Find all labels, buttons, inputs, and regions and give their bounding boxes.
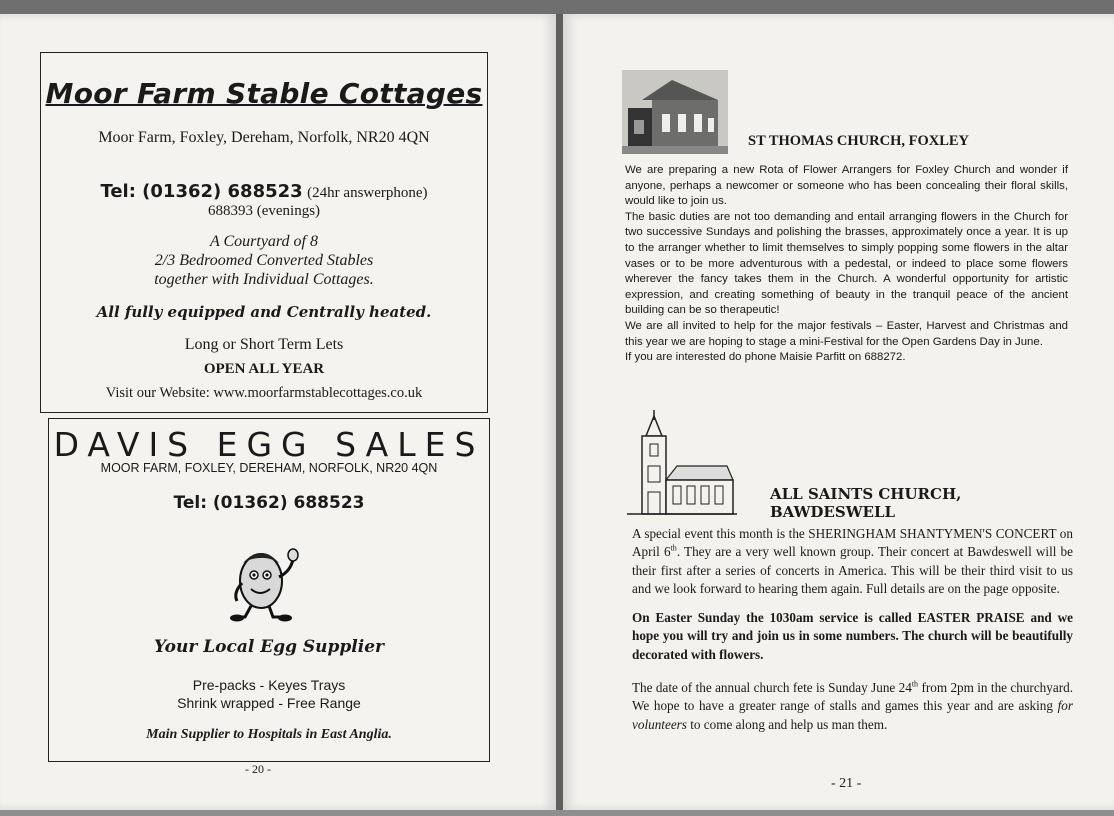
egg-mascot-icon bbox=[229, 537, 305, 623]
all-saints-para-3-a: The date of the annual church fete is Sunday June 24 bbox=[632, 680, 912, 696]
all-saints-para-3 bbox=[632, 679, 1073, 734]
book-spine bbox=[556, 14, 563, 810]
davis-address: MOOR FARM, FOXLEY, DEREHAM, NORFOLK, NR20 4QN bbox=[100, 461, 438, 475]
st-thomas-body bbox=[625, 163, 1068, 366]
davis-line-2: Shrink wrapped - Free Range bbox=[177, 695, 361, 711]
moor-farm-desc-1: A Courtyard of 8 bbox=[209, 233, 318, 250]
moor-farm-desc-3: together with Individual Cottages. bbox=[154, 271, 374, 288]
moor-farm-desc-2: 2/3 Bedroomed Converted Stables bbox=[154, 252, 374, 269]
st-thomas-para-4: If you are interested do phone Maisie Parfitt on 688272. bbox=[625, 351, 906, 364]
davis-egg-advert bbox=[48, 418, 490, 762]
all-saints-heading bbox=[770, 485, 961, 521]
moor-farm-telephone bbox=[41, 181, 487, 202]
all-saints-para-3-c: to come along and help us man them. bbox=[686, 716, 888, 732]
moor-farm-title: Moor Farm Stable Cottages bbox=[45, 77, 483, 110]
all-saints-para-3-b: from 2pm in the churchyard. We hope to have a greater range of stalls and games this year and are asking bbox=[632, 680, 1073, 714]
moor-farm-tel-number: Tel: (01362) 688523 bbox=[100, 181, 303, 202]
st-thomas-para-2: The basic duties are not too demanding and entail arranging flowers in the Church for two successive Sundays and polishing the brasses, approximately once a year. It is up to the arranger whether to limit themselves to simply popping some flowers in the altar vases or to be more adventurous with a pedestal, or indeed to place some flowers wherever the fancy takes them in the Church. A wonderful opportunity for artistic expression, and creating something of beauty in the tranquil peace of the ancient building can be so therapeutic! bbox=[625, 210, 1068, 317]
all-saints-church-icon bbox=[627, 410, 737, 518]
moor-farm-open: OPEN ALL YEAR bbox=[203, 361, 325, 377]
page-number-right: - 21 - bbox=[831, 776, 862, 791]
davis-telephone: Tel: (01362) 688523 bbox=[173, 493, 365, 513]
moor-farm-address: Moor Farm, Foxley, Dereham, Norfolk, NR20 4QN bbox=[98, 129, 430, 146]
moor-farm-lets: Long or Short Term Lets bbox=[184, 336, 344, 353]
all-saints-para-1-b: . They are a very well known group. Their concert at Bawdeswell will be their first after a series of concerts in America. This will be their third visit to us and we look forward to hearing them again. Full details are on the page opposite. bbox=[632, 544, 1073, 596]
all-saints-heading-line-2: BAWDESWELL bbox=[770, 503, 896, 521]
all-saints-para-3-sup: th bbox=[911, 679, 919, 689]
davis-title: DAVIS EGG SALES bbox=[53, 425, 485, 464]
moor-farm-website: Visit our Website: www.moorfarmstablecottages.co.uk bbox=[105, 385, 423, 401]
st-thomas-para-1: We are preparing a new Rota of Flower Arrangers for Foxley Church and wonder if anyone, perhaps a newcomer or someone who has been concealing their floral skills, would like to join us. bbox=[625, 164, 1068, 208]
st-thomas-para-3: We are all invited to help for the major festivals – Easter, Harvest and Christmas and this year we are hoping to stage a mini-Festival for the Open Gardens Day in June. bbox=[625, 319, 1068, 348]
all-saints-para-1-a: A special event this month is the SHERINGHAM SHANTYMEN'S CONCERT on April 6 bbox=[632, 526, 1073, 560]
all-saints-body bbox=[632, 525, 1073, 734]
all-saints-para-1-sup: th bbox=[670, 543, 677, 553]
moor-farm-tel-note: (24hr answerphone) bbox=[307, 185, 428, 201]
all-saints-para-2: On Easter Sunday the 1030am service is called EASTER PRAISE and we hope you will try and join us in some numbers. The church will be beautifully decorated with flowers. bbox=[632, 610, 1073, 662]
all-saints-para-1 bbox=[632, 525, 1073, 598]
all-saints-heading-line-1: ALL SAINTS CHURCH, bbox=[770, 485, 962, 503]
all-saints-para-3-italic: for volunteers bbox=[632, 698, 1073, 732]
st-thomas-heading: ST THOMAS CHURCH, FOXLEY bbox=[748, 133, 970, 149]
page-number-left: - 20 - bbox=[245, 762, 271, 776]
davis-line-1: Pre-packs - Keyes Trays bbox=[192, 677, 346, 693]
moor-farm-equipped: All fully equipped and Centrally heated. bbox=[96, 303, 432, 321]
st-thomas-church-icon bbox=[622, 70, 728, 154]
davis-supplier: Your Local Egg Supplier bbox=[153, 637, 384, 657]
davis-main-supplier: Main Supplier to Hospitals in East Anglia. bbox=[146, 727, 392, 742]
moor-farm-advert bbox=[40, 52, 488, 413]
moor-farm-evening-number: 688393 (evenings) bbox=[207, 203, 321, 219]
scan-top-edge bbox=[0, 0, 1114, 14]
